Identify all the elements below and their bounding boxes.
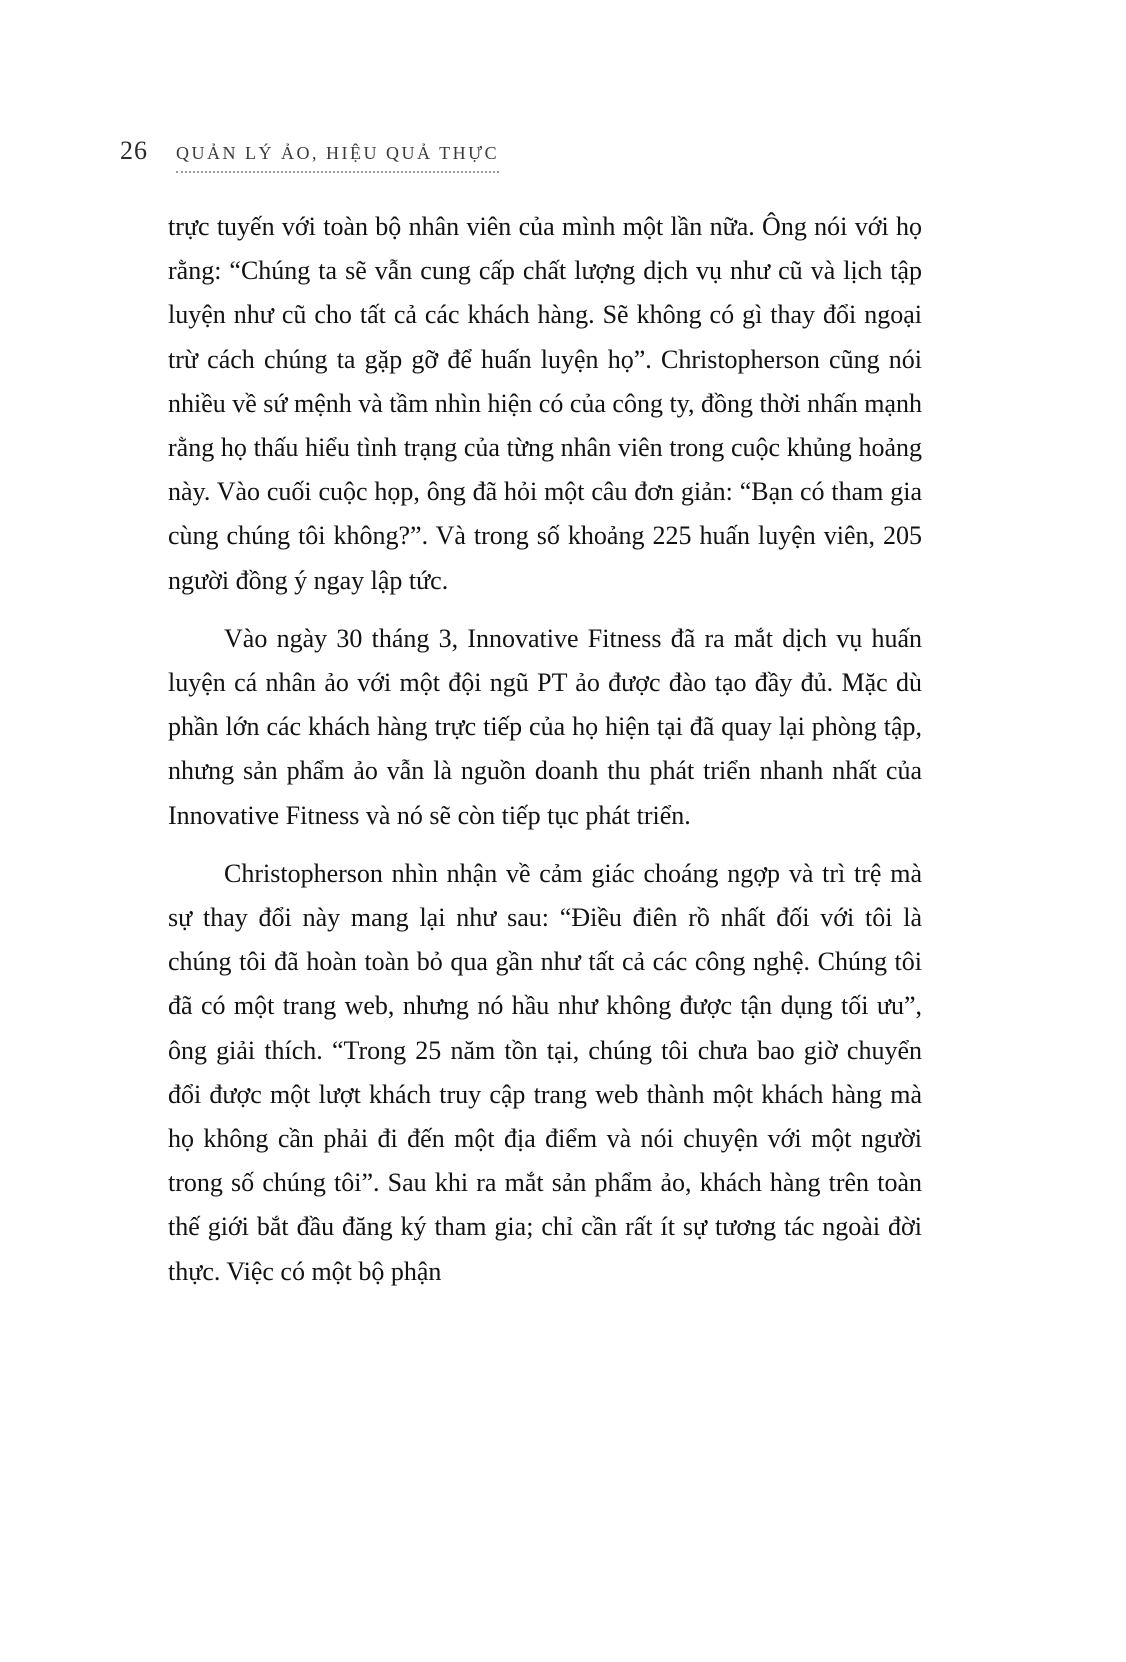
header-title: QUẢN LÝ ẢO, HIỆU QUẢ THỰC bbox=[176, 143, 500, 163]
body-text bbox=[168, 205, 922, 1294]
paragraph-1: trực tuyến với toàn bộ nhân viên của mình một lần nữa. Ông nói với họ rằng: “Chúng ta sẽ vẫn cung cấp chất lượng dịch vụ như cũ và lịch tập luyện như cũ cho tất cả các khách hàng. Sẽ không có gì thay đổi ngoại trừ cách chúng ta gặp gỡ để huấn luyện họ”. Christopherson cũng nói nhiều về sứ mệnh và tầm nhìn hiện có của công ty, đồng thời nhấn mạnh rằng họ thấu hiểu tình trạng của từng nhân viên trong cuộc khủng hoảng này. Vào cuối cuộc họp, ông đã hỏi một câu đơn giản: “Bạn có tham gia cùng chúng tôi không?”. Và trong số khoảng 225 huấn luyện viên, 205 người đồng ý ngay lập tức. bbox=[168, 212, 922, 595]
paragraph-3: Christopherson nhìn nhận về cảm giác choáng ngợp và trì trệ mà sự thay đổi này mang lại như sau: “Điều điên rồ nhất đối với tôi là chúng tôi đã hoàn toàn bỏ qua gần như tất cả các công nghệ. Chúng tôi đã có một trang web, nhưng nó hầu như không được tận dụng tối ưu”, ông giải thích. “Trong 25 năm tồn tại, chúng tôi chưa bao giờ chuyển đổi được một lượt khách truy cập trang web thành một khách hàng mà họ không cần phải đi đến một địa điểm và nói chuyện với một người trong số chúng tôi”. Sau khi ra mắt sản phẩm ảo, khách hàng trên toàn thế giới bắt đầu đăng ký tham gia; chỉ cần rất ít sự tương tác ngoài đời thực. Việc có một bộ phận bbox=[168, 858, 922, 1286]
header-title-underline bbox=[176, 143, 499, 173]
paragraph-2: Vào ngày 30 tháng 3, Innovative Fitness đã ra mắt dịch vụ huấn luyện cá nhân ảo với một đội ngũ PT ảo được đào tạo đầy đủ. Mặc dù phần lớn các khách hàng trực tiếp của họ hiện tại đã quay lại phòng tập, nhưng sản phẩm ảo vẫn là nguồn doanh thu phát triển nhanh nhất của Innovative Fitness và nó sẽ còn tiếp tục phát triển. bbox=[168, 623, 922, 830]
page-number: 26 bbox=[120, 136, 148, 165]
running-header bbox=[120, 136, 920, 173]
